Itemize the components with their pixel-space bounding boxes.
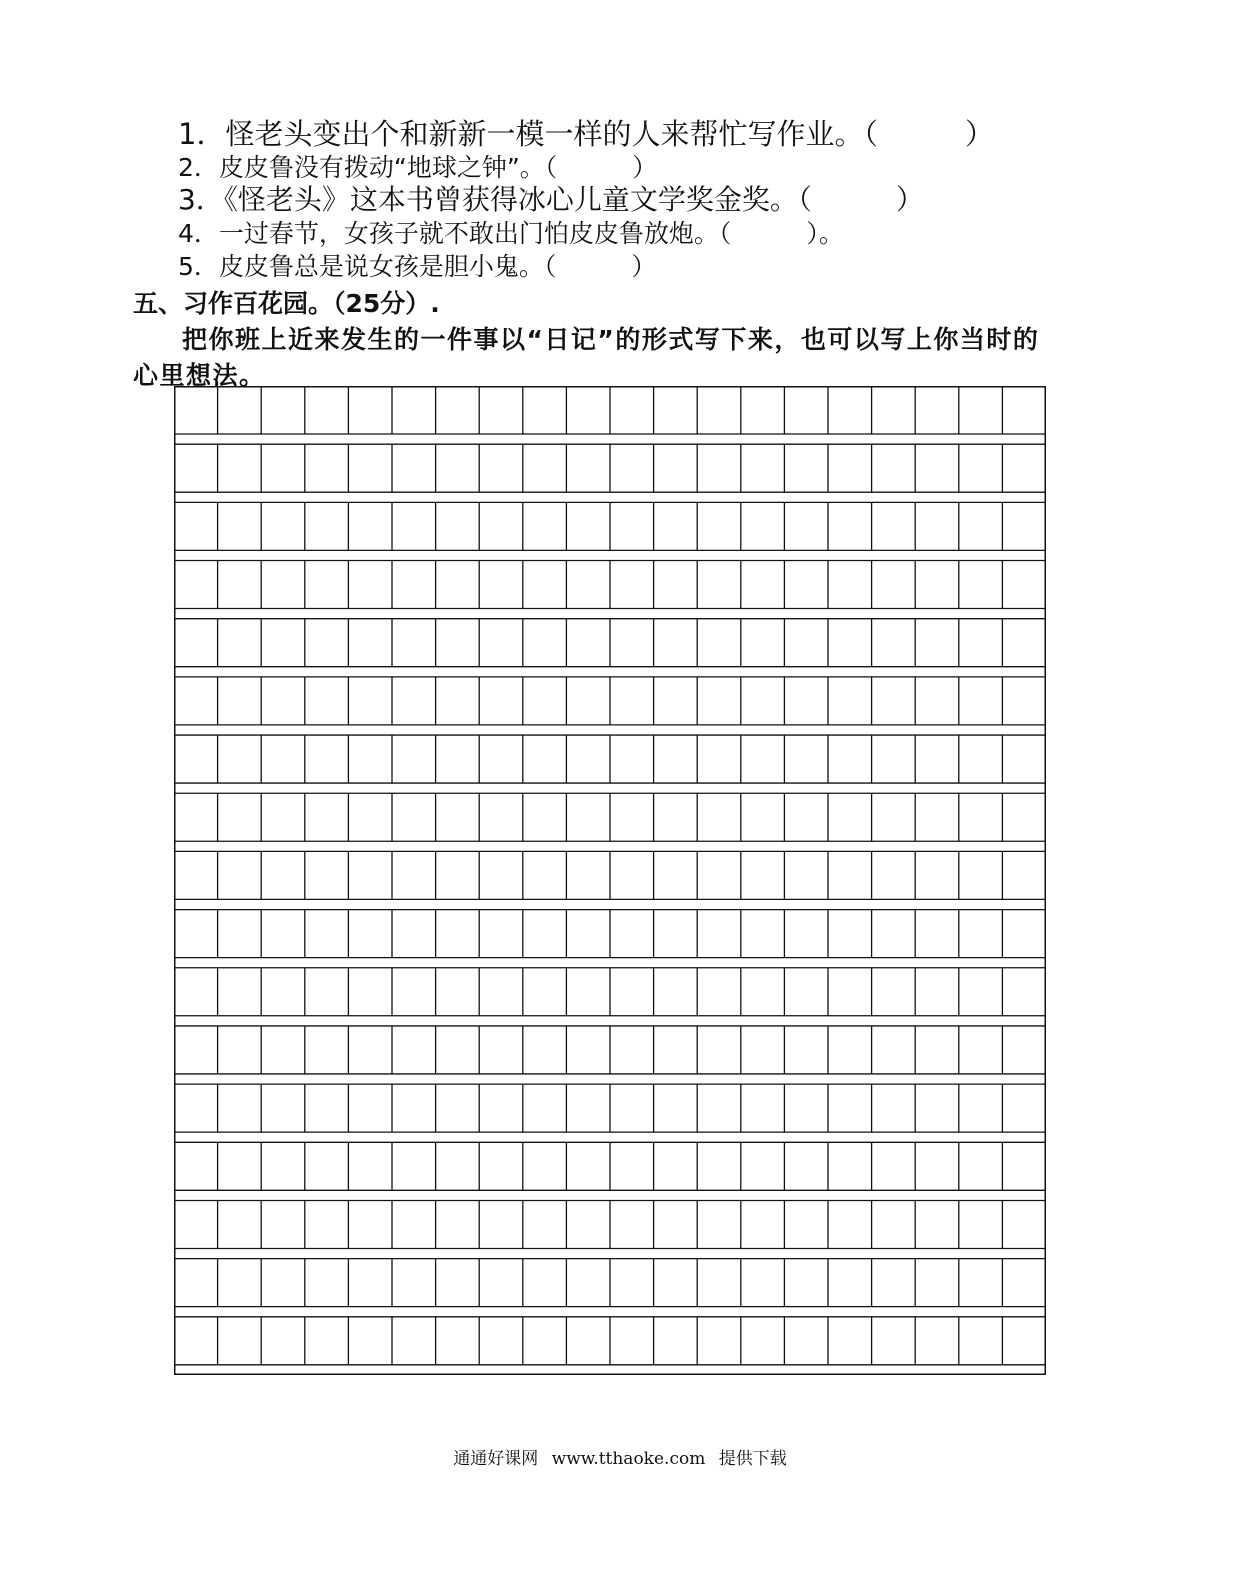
footer-site-name: 通通好课网 bbox=[453, 1449, 539, 1469]
grid-row[interactable] bbox=[174, 1142, 1046, 1190]
grid-row[interactable] bbox=[174, 502, 1046, 550]
grid-row[interactable] bbox=[174, 561, 1046, 609]
grid-row[interactable] bbox=[174, 1317, 1046, 1365]
grid-row[interactable] bbox=[174, 1026, 1046, 1074]
footer bbox=[0, 1444, 1240, 1469]
section-title: 五、习作百花园。（25分）. bbox=[133, 289, 440, 318]
judgement-question-2: 2．皮皮鲁没有拨动“地球之钟”。（ ） bbox=[178, 153, 658, 182]
judgement-question-4: 4．一过春节，女孩子就不敢出门怕皮皮鲁放炮。（ ）。 bbox=[178, 219, 844, 248]
grid-row[interactable] bbox=[174, 968, 1046, 1016]
grid-row[interactable] bbox=[174, 793, 1046, 841]
grid-row[interactable] bbox=[174, 1259, 1046, 1307]
writing-prompt-line-2: 心里想法。 bbox=[133, 361, 266, 390]
grid-row[interactable] bbox=[174, 444, 1046, 492]
writing-grid[interactable] bbox=[174, 386, 1046, 1375]
writing-prompt-line-1: 把你班上近来发生的一件事以“日记”的形式写下来，也可以写上你当时的 bbox=[182, 325, 1040, 354]
footer-suffix: 提供下载 bbox=[718, 1449, 787, 1469]
grid-row[interactable] bbox=[174, 1200, 1046, 1248]
judgement-question-3: 3．《怪老头》这本书曾获得冰心儿童文学奖金奖。（ ） bbox=[178, 183, 924, 216]
grid-row[interactable] bbox=[174, 910, 1046, 958]
judgement-question-1: 1．怪老头变出个和新新一模一样的人来帮忙写作业。（ ） bbox=[178, 117, 994, 151]
grid-row[interactable] bbox=[174, 851, 1046, 899]
grid-row[interactable] bbox=[174, 735, 1046, 783]
footer-url: www.tthaoke.com bbox=[551, 1449, 706, 1469]
judgement-question-5: 5．皮皮鲁总是说女孩是胆小鬼。（ ） bbox=[178, 252, 657, 281]
grid-row[interactable] bbox=[174, 386, 1046, 434]
grid-row[interactable] bbox=[174, 619, 1046, 667]
grid-row[interactable] bbox=[174, 1084, 1046, 1132]
grid-row[interactable] bbox=[174, 677, 1046, 725]
